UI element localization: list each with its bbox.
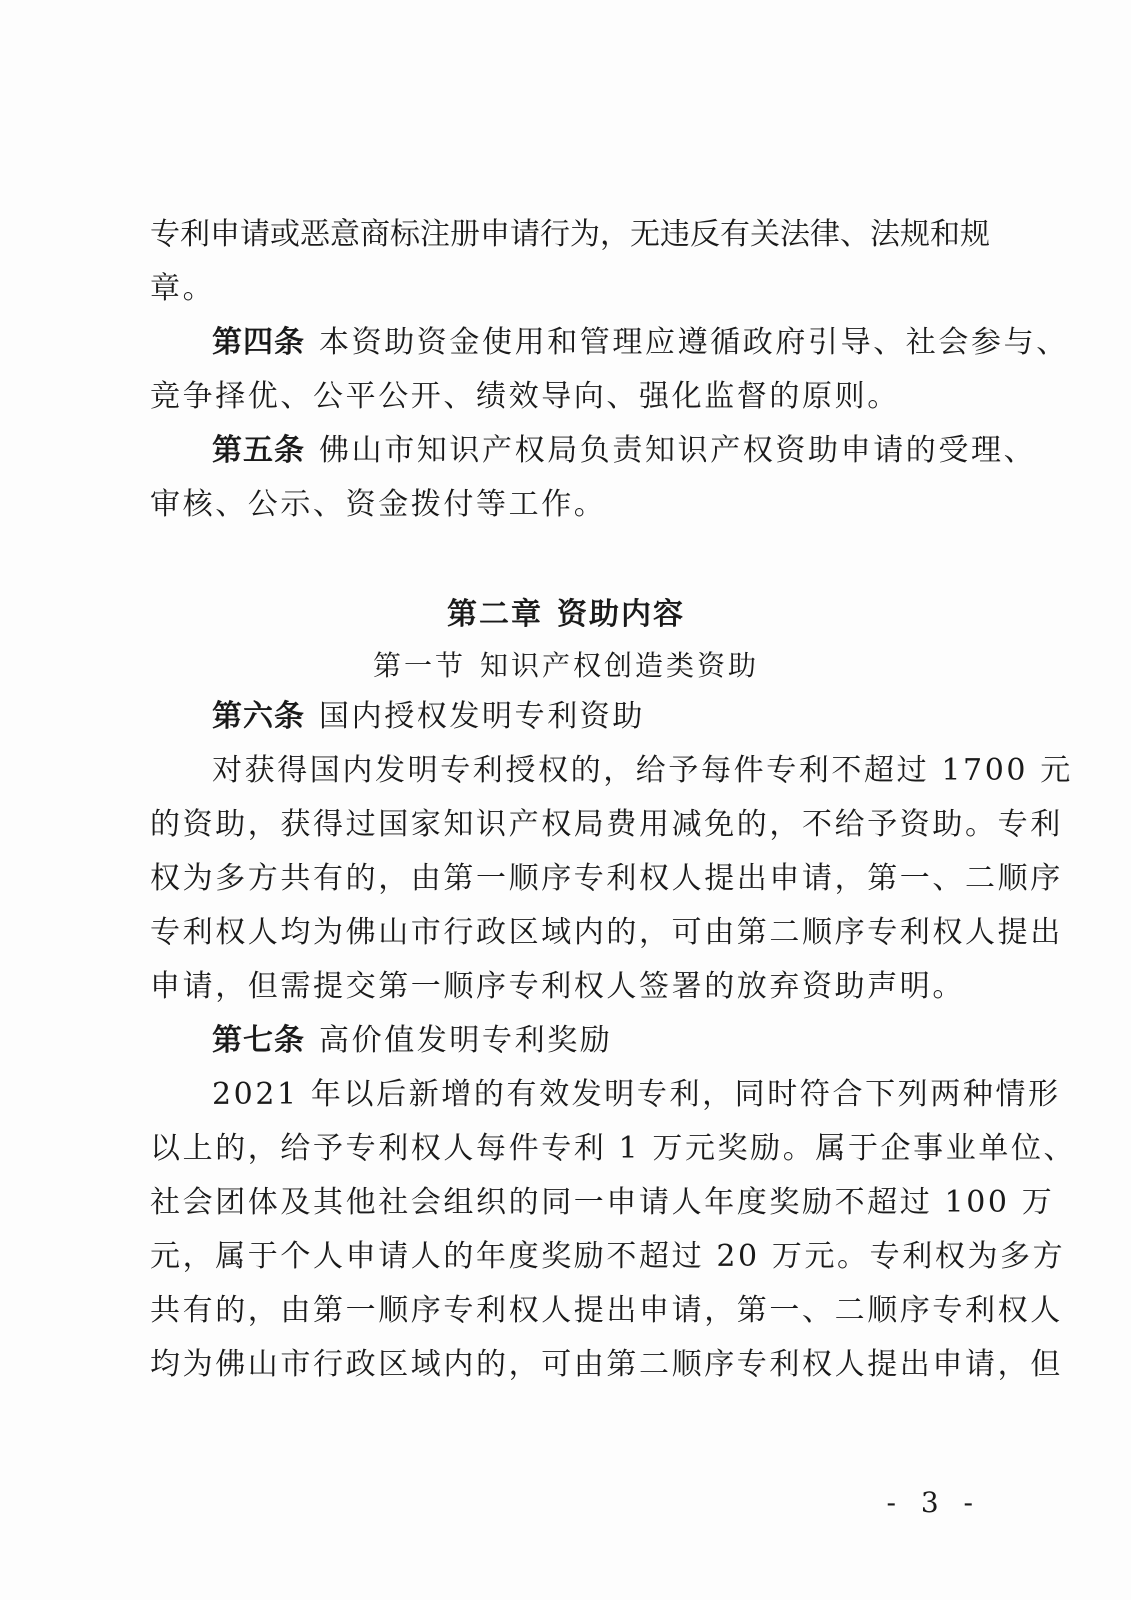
article-6 (150, 690, 1073, 1014)
section-number: 第一节 (372, 649, 466, 682)
text-line: 审核、公示、资金拨付等工作。 (150, 487, 607, 522)
article-heading: 第七条 (212, 1023, 305, 1058)
paragraph-continuation (150, 208, 990, 316)
text-line: 专利申请或恶意商标注册申请行为，无违反有关法律、法规和规 (150, 217, 990, 252)
text-line: 竞争择优、公平公开、绩效导向、强化监督的原则。 (150, 379, 900, 414)
text-line: 元，属于个人申请人的年度奖励不超过 20 万元。专利权为多方 (150, 1239, 1066, 1274)
article-heading: 第四条 (212, 325, 305, 360)
document-body (150, 208, 1077, 1392)
text-line: 以上的，给予专利权人每件专利 1 万元奖励。属于企事业单位、 (150, 1131, 1077, 1166)
text-line: 社会团体及其他社会组织的同一申请人年度奖励不超过 100 万 (150, 1185, 1055, 1220)
text-line: 2021 年以后新增的有效发明专利，同时符合下列两种情形 (212, 1077, 1061, 1112)
article-heading: 第五条 (212, 433, 305, 468)
article-7 (150, 1014, 1077, 1392)
text-line: 的资助，获得过国家知识产权局费用减免的，不给予资助。专利 (150, 807, 1063, 842)
article-title: 国内授权发明专利资助 (319, 699, 645, 734)
section-heading (150, 642, 982, 690)
section-title: 知识产权创造类资助 (480, 649, 760, 682)
article-heading: 第六条 (212, 699, 305, 734)
text-line: 专利权人均为佛山市行政区域内的，可由第二顺序专利权人提出 (150, 915, 1063, 950)
chapter-heading (150, 588, 982, 642)
chapter-title: 资助内容 (557, 597, 685, 632)
text-line: 共有的，由第一顺序专利权人提出申请，第一、二顺序专利权人 (150, 1293, 1063, 1328)
text-line: 佛山市知识产权局负责知识产权资助申请的受理、 (319, 433, 1037, 468)
article-5 (150, 424, 1037, 532)
text-line: 对获得国内发明专利授权的，给予每件专利不超过 1700 元 (212, 753, 1073, 788)
text-line: 申请，但需提交第一顺序专利权人签署的放弃资助声明。 (150, 969, 965, 1004)
text-line: 均为佛山市行政区域内的，可由第二顺序专利权人提出申请，但 (150, 1347, 1063, 1382)
text-line: 章。 (150, 271, 216, 306)
article-title: 高价值发明专利奖励 (319, 1023, 613, 1058)
text-line: 权为多方共有的，由第一顺序专利权人提出申请，第一、二顺序 (150, 861, 1063, 896)
article-4 (150, 316, 1069, 424)
chapter-number: 第二章 (447, 597, 543, 632)
text-line: 本资助资金使用和管理应遵循政府引导、社会参与、 (319, 325, 1069, 360)
page-number: - 3 - (886, 1486, 981, 1519)
